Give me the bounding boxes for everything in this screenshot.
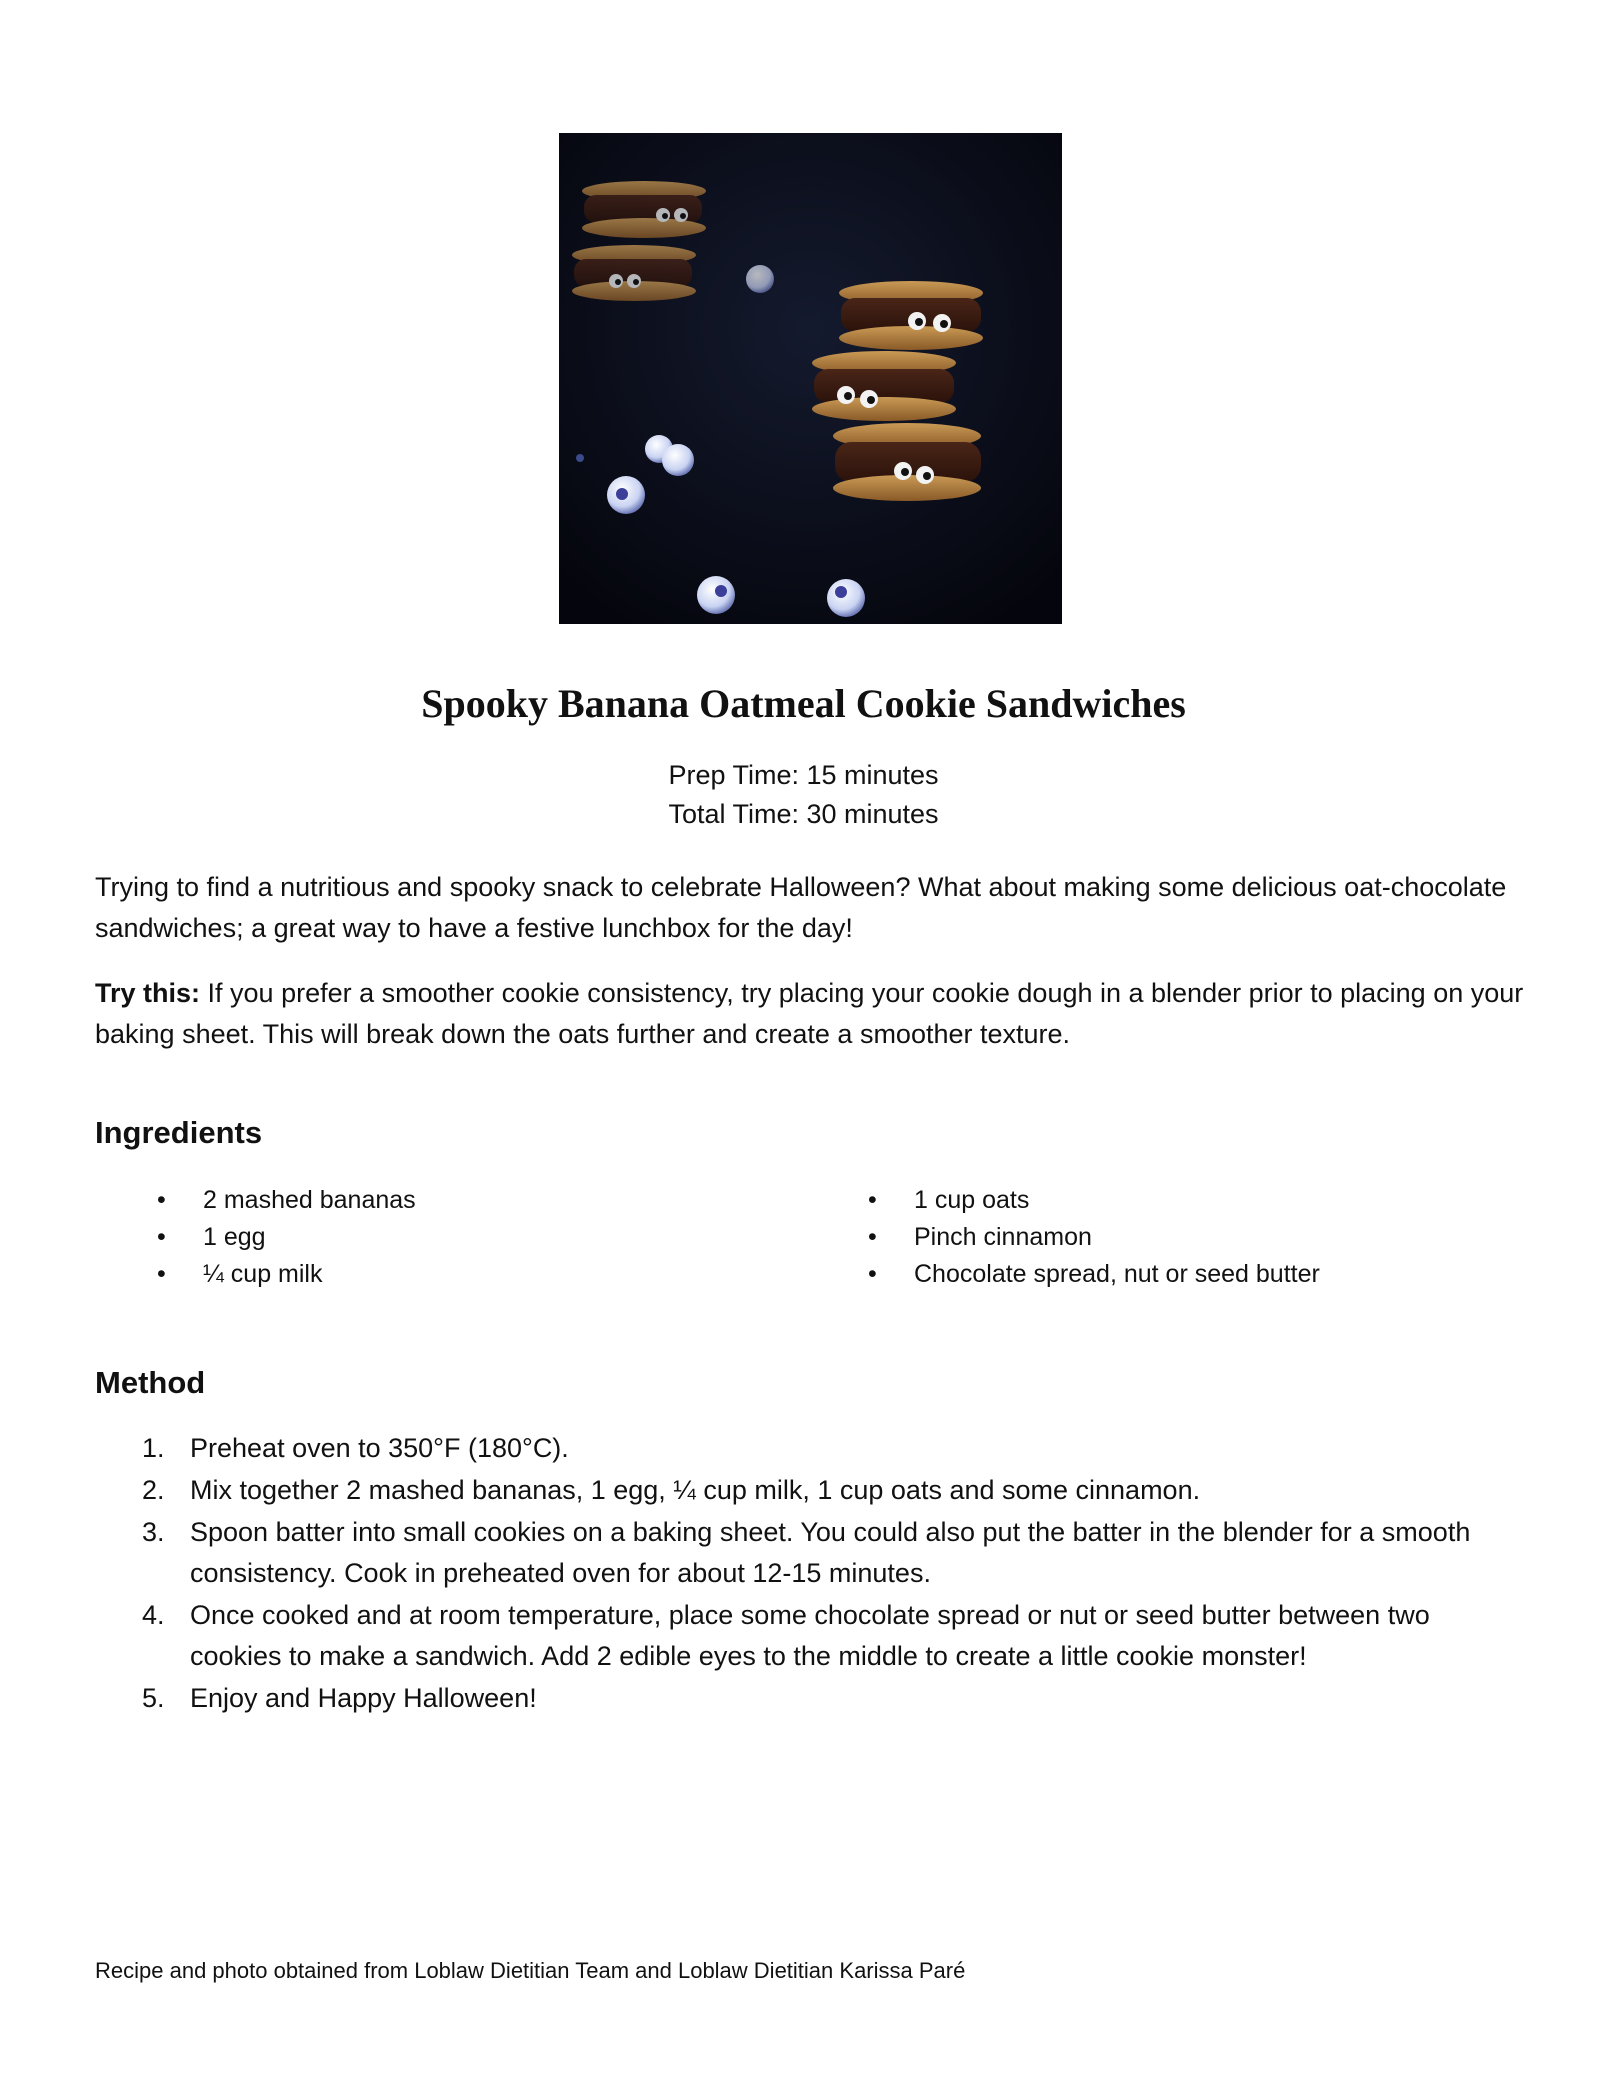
ingredients-list-left bbox=[157, 1182, 416, 1293]
step-text: Mix together 2 mashed bananas, 1 egg, ¼ cup milk, 1 cup oats and some cinnamon. bbox=[190, 1475, 1201, 1505]
prep-time: Prep Time: 15 minutes bbox=[668, 760, 939, 790]
list-item: • 1 cup oats bbox=[914, 1182, 1320, 1219]
list-item bbox=[95, 1470, 1495, 1511]
step-text: Preheat oven to 350°F (180°C). bbox=[190, 1433, 569, 1463]
bullet-icon: • bbox=[868, 1260, 877, 1288]
step-text: Once cooked and at room temperature, place some chocolate spread or nut or seed butter between two cookies to make a sandwich. Add 2 edible eyes to the middle to create a little cookie monster! bbox=[190, 1600, 1430, 1671]
ingredients-heading: Ingredients bbox=[95, 1115, 263, 1150]
cookie-monster-photo-icon bbox=[559, 133, 1062, 624]
step-text: Spoon batter into small cookies on a baking sheet. You could also put the batter in the blender for a smooth consistency. Cook in preheated oven for about 12-15 minutes. bbox=[190, 1517, 1471, 1588]
list-item bbox=[95, 1512, 1495, 1594]
step-number: 4. bbox=[142, 1600, 165, 1630]
list-item bbox=[95, 1428, 1495, 1469]
step-number: 1. bbox=[142, 1433, 165, 1463]
bullet-icon: • bbox=[868, 1186, 877, 1214]
step-number: 3. bbox=[142, 1517, 165, 1547]
step-text: Enjoy and Happy Halloween! bbox=[190, 1683, 537, 1713]
list-item bbox=[95, 1678, 1495, 1719]
tip-paragraph bbox=[95, 973, 1525, 1055]
bullet-icon: • bbox=[157, 1223, 166, 1251]
tip-text: If you prefer a smoother cookie consistency, try placing your cookie dough in a blender prior to placing on your baking sheet. This will break down the oats further and create a smoother texture. bbox=[95, 978, 1524, 1049]
page-title: Spooky Banana Oatmeal Cookie Sandwiches bbox=[421, 681, 1186, 726]
bullet-icon: • bbox=[157, 1186, 166, 1214]
recipe-times bbox=[0, 756, 1607, 834]
bullet-icon: • bbox=[157, 1260, 166, 1288]
footer-credit: Recipe and photo obtained from Loblaw Dietitian Team and Loblaw Dietitian Karissa Paré bbox=[95, 1958, 966, 1983]
recipe-photo bbox=[559, 133, 1062, 624]
intro-paragraph: Trying to find a nutritious and spooky snack to celebrate Halloween? What about making some delicious oat-chocolate sandwiches; a great way to have a festive lunchbox for the day! bbox=[95, 872, 1507, 943]
list-item: • 1 egg bbox=[203, 1219, 416, 1256]
ingredients-list-right bbox=[868, 1182, 1320, 1293]
list-item bbox=[95, 1595, 1495, 1677]
step-number: 5. bbox=[142, 1683, 165, 1713]
step-number: 2. bbox=[142, 1475, 165, 1505]
list-item: • Pinch cinnamon bbox=[914, 1219, 1320, 1256]
list-item: • ¼ cup milk bbox=[203, 1256, 416, 1293]
list-item: • Chocolate spread, nut or seed butter bbox=[914, 1256, 1320, 1293]
bullet-icon: • bbox=[868, 1223, 877, 1251]
total-time: Total Time: 30 minutes bbox=[668, 799, 939, 829]
method-heading: Method bbox=[95, 1365, 206, 1400]
tip-label: Try this: bbox=[95, 978, 201, 1008]
list-item: • 2 mashed bananas bbox=[203, 1182, 416, 1219]
method-steps bbox=[95, 1428, 1495, 1720]
